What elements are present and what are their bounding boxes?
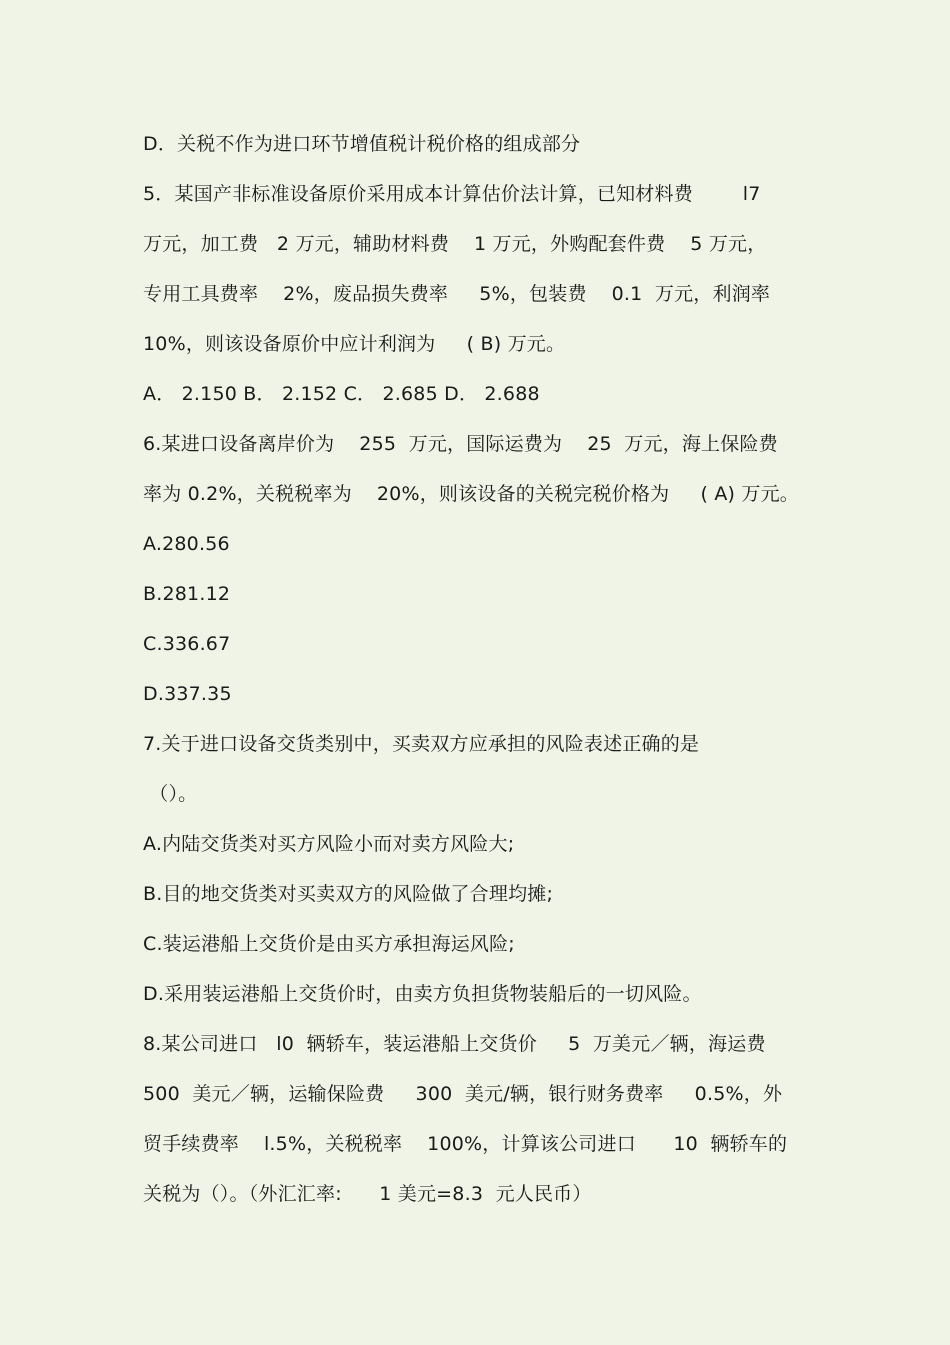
question-5-line-4: 10%，则该设备原价中应计利润为 ( B) 万元。 [143, 333, 566, 355]
question-6-line-1: 6.某进口设备离岸价为 255 万元，国际运费为 25 万元，海上保险费 [143, 433, 778, 455]
question-7-line-2: （）。 [143, 783, 198, 805]
question-7-line-1: 7.关于进口设备交货类别中，买卖双方应承担的风险表述正确的是 [143, 733, 700, 755]
question-8-line-4: 关税为（）。（外汇汇率: 1 美元=8.3 元人民币） [143, 1183, 592, 1205]
question-8-line-1: 8.某公司进口 l0 辆轿车，装运港船上交货价 5 万美元／辆，海运费 [143, 1033, 766, 1055]
question-6-option-b: B.281.12 [143, 583, 231, 605]
question-8-line-2: 500 美元／辆，运输保险费 300 美元/辆，银行财务费率 0.5%，外 [143, 1083, 783, 1105]
question-6-option-c: C.336.67 [143, 633, 231, 655]
question-6-option-a: A.280.56 [143, 533, 230, 555]
question-5-options: A． 2.150 B． 2.152 C． 2.685 D． 2.688 [143, 383, 540, 405]
question-7-option-b: B.目的地交货类对买卖双方的风险做了合理均摊; [143, 883, 554, 905]
question-5-line-3: 专用工具费率 2%，废品损失费率 5%，包装费 0.1 万元，利润率 [143, 283, 771, 305]
question-8-line-3: 贸手续费率 l.5%，关税税率 100%，计算该公司进口 10 辆轿车的 [143, 1133, 788, 1155]
question-5-line-1: 5．某国产非标准设备原价采用成本计算估价法计算，已知材料费 l7 [143, 183, 761, 205]
question-5-line-2: 万元，加工费 2 万元，辅助材料费 1 万元，外购配套件费 5 万元， [143, 233, 767, 255]
question-6-option-d: D.337.35 [143, 683, 232, 705]
option-d-q4: D．关税不作为进口环节增值税计税价格的组成部分 [143, 133, 581, 155]
question-7-option-c: C.装运港船上交货价是由买方承担海运风险; [143, 933, 515, 955]
question-6-line-2: 率为 0.2%，关税税率为 20%，则该设备的关税完税价格为 ( A) 万元。 [143, 483, 799, 505]
question-7-option-a: A.内陆交货类对买方风险小而对卖方风险大; [143, 833, 515, 855]
question-7-option-d: D.采用装运港船上交货价时，由卖方负担货物装船后的一切风险。 [143, 983, 702, 1005]
